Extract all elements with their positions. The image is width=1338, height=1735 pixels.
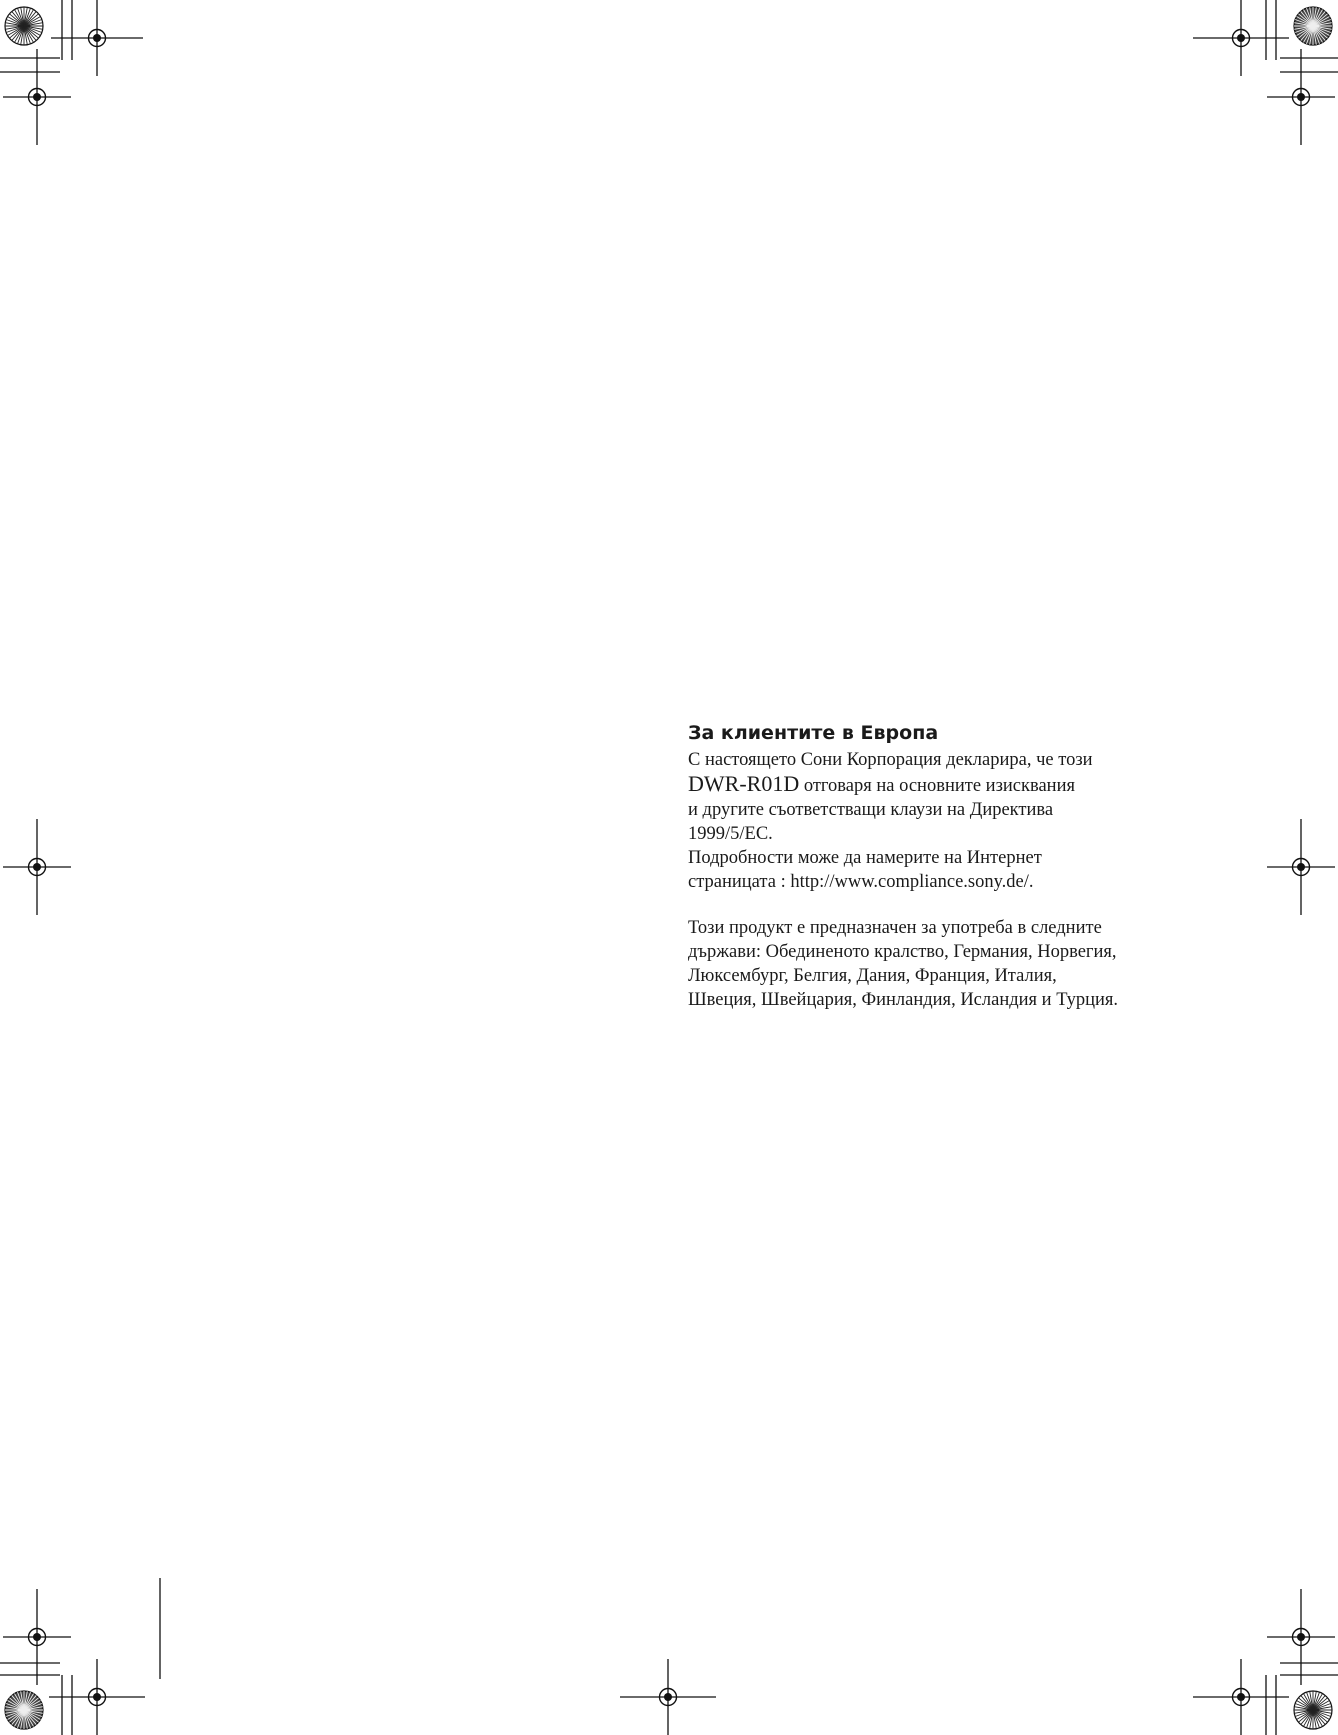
registration-mark-dot — [93, 34, 101, 42]
declaration-line-3: и другите съответстващи клаузи на Директива — [688, 800, 1054, 820]
details-line-2: страницата : http://www.compliance.sony.de/. — [688, 872, 1034, 892]
registration-mark-dot — [1237, 1693, 1245, 1701]
usage-line-3: Люксембург, Белгия, Дания, Франция, Италия, — [688, 966, 1057, 986]
registration-mark-dot — [33, 1633, 41, 1641]
notice-heading: За клиентите в Европа — [688, 722, 939, 744]
registration-mark-dot — [33, 863, 41, 871]
details-line-1: Подробности може да намерите на Интернет — [688, 848, 1042, 868]
registration-mark-dot — [1297, 1633, 1305, 1641]
usage-line-4: Швеция, Швейцария, Финландия, Исландия и Турция. — [688, 990, 1119, 1010]
declaration-line-4: 1999/5/ЕС. — [688, 824, 773, 844]
paragraph-gap — [688, 894, 1248, 916]
registration-mark-dot — [33, 93, 41, 101]
registration-mark-dot — [664, 1693, 672, 1701]
declaration-line-1: С настоящето Сони Корпорация декларира, че този — [688, 750, 1093, 770]
registration-mark-dot — [1237, 34, 1245, 42]
european-customers-notice — [688, 718, 1248, 1012]
model-number: DWR-R01D — [688, 771, 800, 796]
declaration-line-2 — [688, 772, 1248, 798]
registration-mark-dot — [1297, 863, 1305, 871]
usage-line-1: Този продукт е предназначен за употреба в следните — [688, 918, 1102, 938]
usage-line-2: държави: Обединеното кралство, Германия, Норвегия, — [688, 942, 1117, 962]
registration-mark-dot — [93, 1693, 101, 1701]
registration-mark-dot — [1297, 93, 1305, 101]
declaration-line-2-rest: отговаря на основните изисквания — [803, 776, 1075, 796]
